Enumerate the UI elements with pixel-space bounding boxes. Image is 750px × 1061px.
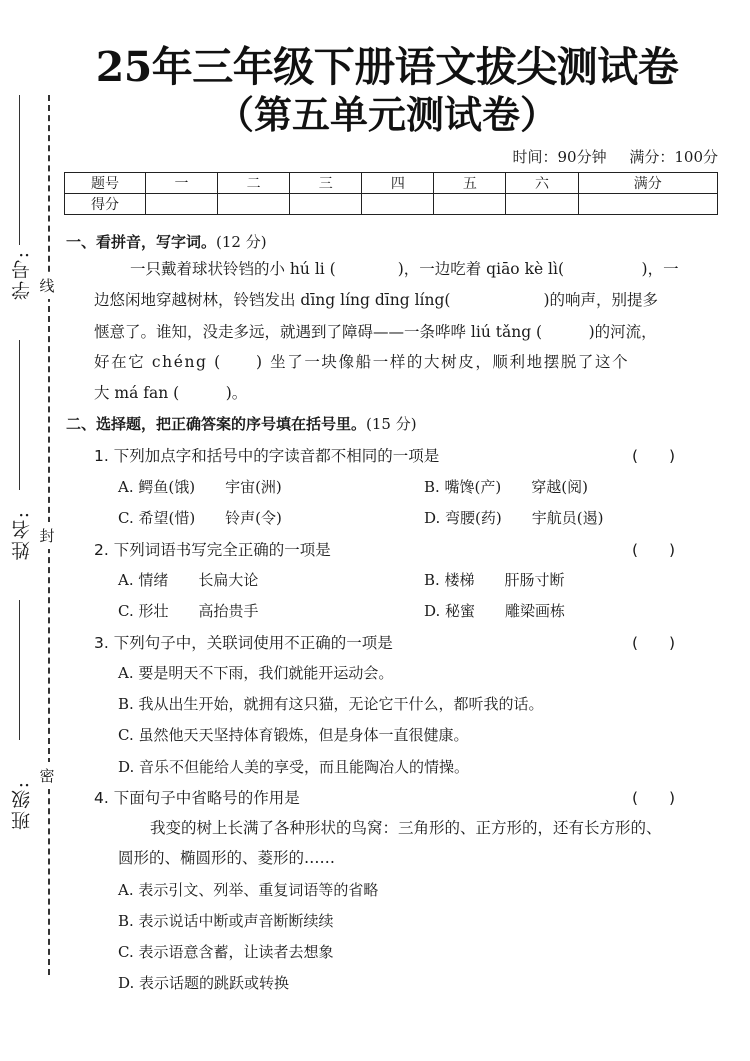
score-cell: 一 [146, 173, 218, 194]
seal-line-char: 线 [36, 272, 58, 299]
q1-option-c[interactable]: C. 希望(惜) 铃声(令) [118, 509, 282, 527]
section-1-points: (12 分) [216, 233, 267, 251]
pinyin-line-3: 惬意了。谁知，没走多远，就遇到了障碍——一条哗哗 liú tǎng ( )的河流， [94, 323, 657, 341]
score-input-cell[interactable] [362, 194, 434, 215]
q4-option-b[interactable]: B. 表示说话中断或声音断断续续 [118, 912, 334, 930]
score-cell: 三 [290, 173, 362, 194]
score-row-label: 得分 [65, 194, 146, 215]
exam-subtitle: （第五单元测试卷） [215, 92, 558, 137]
answer-paren-4[interactable]: ( ) [632, 789, 676, 807]
q4-option-d[interactable]: D. 表示话题的跳跃或转换 [118, 974, 290, 992]
score-cell: 题号 [65, 173, 146, 194]
name-blank[interactable] [19, 340, 20, 490]
answer-paren-3[interactable]: ( ) [632, 634, 676, 652]
q1-option-d[interactable]: D. 弯腰(药) 宇航员(遏) [424, 509, 604, 527]
q4-quote-line-1: 我变的树上长满了各种形状的鸟窝：三角形的、正方形的，还有长方形的、 [150, 819, 662, 837]
score-cell: 满分 [578, 173, 717, 194]
q3-option-d[interactable]: D. 音乐不但能给人美的享受，而且能陶冶人的情操。 [118, 758, 470, 776]
q2-option-d[interactable]: D. 秘蜜 雕梁画栋 [424, 602, 566, 620]
answer-paren-2[interactable]: ( ) [632, 541, 676, 559]
q2-option-a[interactable]: A. 情绪 长扁大论 [118, 571, 259, 589]
name-label: 姓名: [11, 510, 33, 561]
seal-secret-char: 密 [36, 762, 58, 789]
q2-option-c[interactable]: C. 形壮 高抬贵手 [118, 602, 259, 620]
score-table [64, 172, 718, 215]
score-input-cell[interactable] [434, 194, 506, 215]
answer-paren-1[interactable]: ( ) [632, 447, 676, 465]
q3-option-b[interactable]: B. 我从出生开始，就拥有这只猫，无论它干什么，都听我的话。 [118, 695, 544, 713]
score-cell: 二 [218, 173, 290, 194]
q1-option-b[interactable]: B. 嘴馋(产) 穿越(阅) [424, 478, 588, 496]
q4-option-c[interactable]: C. 表示语意含蓄，让读者去想象 [118, 943, 334, 961]
pinyin-line-2: 边悠闲地穿越树林，铃铛发出 dīng líng dīng líng( )的响声，别提多 [94, 291, 659, 309]
score-cell: 六 [506, 173, 578, 194]
question-3-stem: 3. 下列句子中，关联词使用不正确的一项是 [94, 634, 393, 652]
q3-option-c[interactable]: C. 虽然他天天坚持体育锻炼，但是身体一直很健康。 [118, 726, 469, 744]
score-input-cell[interactable] [146, 194, 218, 215]
exam-meta [512, 146, 718, 167]
pinyin-line-4: 好在它 chéng ( ) 坐了一块像船一样的大树皮，顺利地摆脱了这个 [94, 353, 630, 371]
exam-time: 时间：90分钟 [512, 148, 607, 166]
q1-option-a[interactable]: A. 鳄鱼(饿) 宇宙(洲) [118, 478, 282, 496]
class-label: 班级: [11, 780, 33, 831]
pinyin-line-1: 一只戴着球状铃铛的小 hú li ( )，一边吃着 qiāo kè lì( )，一 [130, 260, 679, 278]
section-2-points: (15 分) [366, 415, 417, 433]
student-no-blank[interactable] [19, 95, 20, 245]
section-2-title: 二、选择题，把正确答案的序号填在括号里。 [66, 415, 367, 433]
pinyin-line-5: 大 má fan ( )。 [94, 384, 248, 402]
score-input-cell[interactable] [290, 194, 362, 215]
question-2-stem: 2. 下列词语书写完全正确的一项是 [94, 541, 331, 559]
score-table-header-row [65, 173, 718, 194]
q4-option-a[interactable]: A. 表示引文、列举、重复词语等的省略 [118, 881, 379, 899]
score-cell: 五 [434, 173, 506, 194]
q3-option-a[interactable]: A. 要是明天不下雨，我们就能开运动会。 [118, 664, 394, 682]
section-2-heading [66, 413, 417, 434]
question-4-stem: 4. 下面句子中省略号的作用是 [94, 789, 300, 807]
question-1-stem: 1. 下列加点字和括号中的字读音都不相同的一项是 [94, 447, 440, 465]
q4-quote-line-2: 圆形的、椭圆形的、菱形的…… [118, 849, 336, 867]
score-input-cell[interactable] [578, 194, 717, 215]
student-no-label: 学号: [11, 250, 33, 301]
score-input-cell[interactable] [218, 194, 290, 215]
exam-full-score: 满分：100分 [629, 148, 718, 166]
seal-seal-char: 封 [36, 522, 58, 549]
class-blank[interactable] [19, 600, 20, 740]
score-input-cell[interactable] [506, 194, 578, 215]
exam-title: 25年三年级下册语文拔尖测试卷 [95, 43, 679, 91]
section-1-title: 一、看拼音，写字词。 [66, 233, 217, 251]
section-1-heading [66, 231, 267, 252]
q2-option-b[interactable]: B. 楼梯 肝肠寸断 [424, 571, 565, 589]
score-table-score-row [65, 194, 718, 215]
score-cell: 四 [362, 173, 434, 194]
